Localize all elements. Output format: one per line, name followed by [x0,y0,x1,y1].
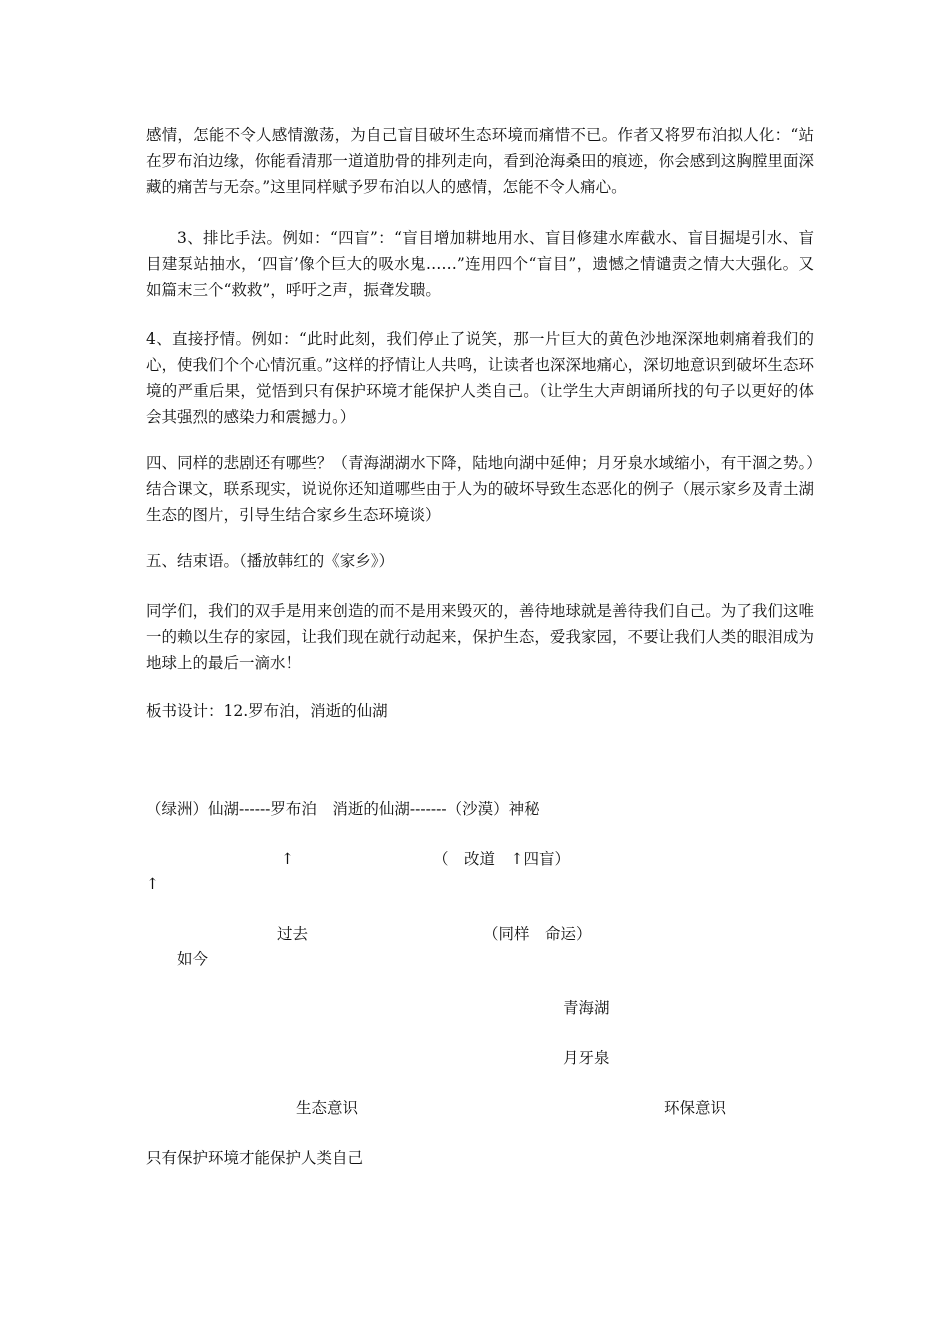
board-environmental-awareness: 环保意识 [664,1099,727,1117]
board-arrow-up-left: ↑ [146,875,159,893]
board-crescent-spring: 月牙泉 [563,1049,610,1067]
paragraph-board-design-title: 板书设计：12.罗布泊，消逝的仙湖 [146,702,388,720]
paragraph-similar-tragedies: 四、同样的悲剧还有哪些？（青海湖湖水下降，陆地向湖中延伸；月牙泉水域缩小，有干涸之势。）结合课文，联系现实，说说你还知道哪些由于人为的破坏导致生态恶化的例子（展示家乡及青土湖生态的图片，引导生结合家乡生态环境谈） [146,454,814,524]
board-ecological-awareness: 生态意识 [296,1099,359,1117]
board-qinghai-lake: 青海湖 [563,999,610,1017]
paragraph-parallelism: 3、排比手法。例如：“四盲”：“盲目增加耕地用水、盲目修建水库截水、盲目掘堤引水、盲目建泵站抽水，‘四盲’像个巨大的吸水鬼……”连用四个“盲目”，遗憾之情谴责之情大大强化。又如篇末三个“救救”，呼吁之声，振聋发聩。 [146,229,814,299]
board-change-course: （ 改道 ↑四盲） [433,850,570,868]
board-past: 过去 [277,925,309,943]
paragraph-personification: 感情，怎能不令人感情激荡，为自己盲目破坏生态环境而痛惜不已。作者又将罗布泊拟人化：“站在罗布泊边缘，你能看清那一道道肋骨的排列走向，看到沧海桑田的痕迹，你会感到这胸膛里面深藏的痛苦与无奈。”这里同样赋予罗布泊以人的感情，怎能不令人痛心。 [146,126,814,196]
paragraph-conclusion-heading: 五、结束语。（播放韩红的《家乡》） [146,552,395,570]
board-now: 如今 [177,950,209,968]
board-arrow-up-middle: ↑ [281,850,294,868]
paragraph-direct-lyric: 4、直接抒情。例如：“此时此刻，我们停止了说笑，那一片巨大的黄色沙地深深地刺痛着我们的心，使我们个个心情沉重。”这样的抒情让人共鸣，让读者也深深地痛心，深切地意识到破坏生态环境的严重后果，觉悟到只有保护环境才能保护人类自己。（让学生大声朗诵所找的句子以更好的体会其强烈的感染力和震撼力。） [146,330,814,426]
board-conclusion: 只有保护环境才能保护人类自己 [146,1149,364,1167]
board-same-fate: （同样 命运） [483,925,592,943]
paragraph-closing-words: 同学们，我们的双手是用来创造的而不是用来毁灭的，善待地球就是善待我们自己。为了我们这唯一的赖以生存的家园，让我们现在就行动起来，保护生态，爱我家园，不要让我们人类的眼泪成为地球上的最后一滴水！ [146,602,814,672]
board-row-main: （绿洲）仙湖------罗布泊 消逝的仙湖-------（沙漠）神秘 [146,800,540,818]
